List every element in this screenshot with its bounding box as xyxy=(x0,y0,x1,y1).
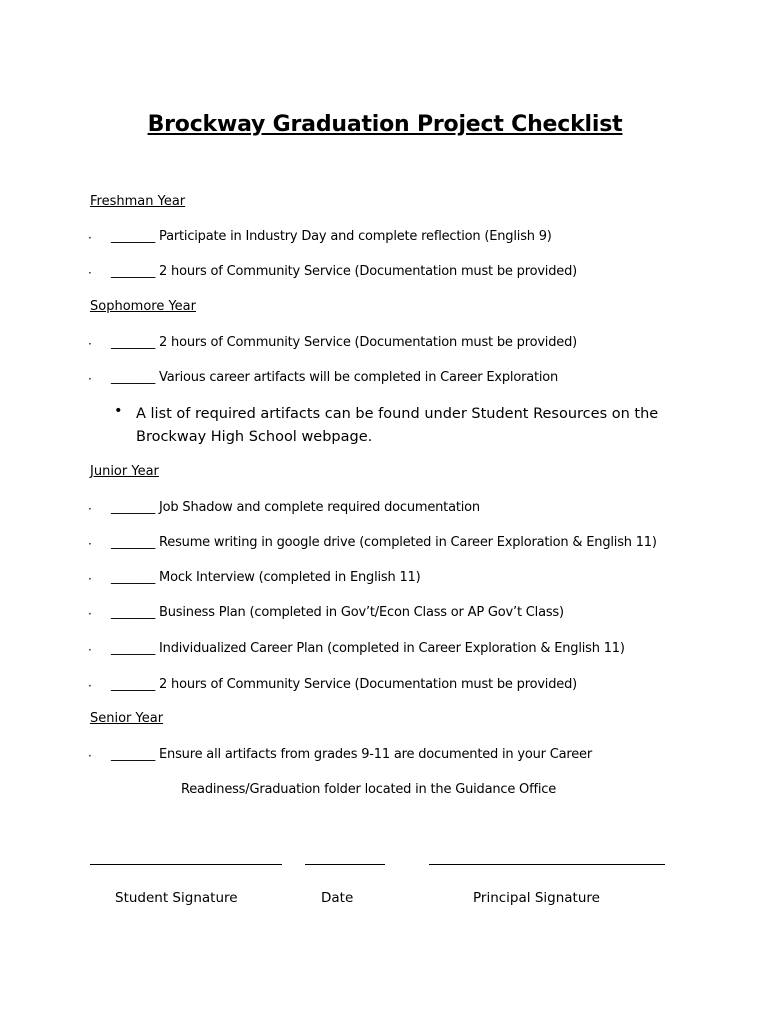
bullet: · xyxy=(88,337,92,351)
student-signature-line[interactable] xyxy=(90,864,282,865)
checkbox-blank: _______ xyxy=(111,570,156,585)
section-heading-junior: Junior Year xyxy=(90,464,159,479)
checklist-item: _______ Various career artifacts will be completed in Career Exploration xyxy=(111,370,559,385)
checklist-item: _______ Ensure all artifacts from grades 9-11 are documented in your Career xyxy=(111,747,592,762)
bullet: · xyxy=(88,607,92,621)
bullet: · xyxy=(88,749,92,763)
bullet: · xyxy=(88,679,92,693)
page-title: Brockway Graduation Project Checklist xyxy=(147,112,623,137)
checkbox-blank: _______ xyxy=(111,370,156,385)
date-line[interactable] xyxy=(305,864,385,865)
section-heading-freshman: Freshman Year xyxy=(90,194,186,209)
checkbox-blank: _______ xyxy=(111,747,156,762)
section-heading-senior: Senior Year xyxy=(90,711,164,726)
checkbox-blank: _______ xyxy=(111,641,156,656)
checklist-item: _______ Business Plan (completed in Gov’t/Econ Class or AP Gov’t Class) xyxy=(111,605,564,620)
checklist-item-continuation: Readiness/Graduation folder located in the Guidance Office xyxy=(181,782,556,797)
checkbox-blank: _______ xyxy=(111,677,156,692)
checkbox-blank: _______ xyxy=(111,335,156,350)
checklist-item: _______ Resume writing in google drive (completed in Career Exploration & English 11) xyxy=(111,535,657,550)
section-heading-sophomore: Sophomore Year xyxy=(90,299,196,314)
date-label: Date xyxy=(321,890,354,906)
note-text: A list of required artifacts can be found under Student Resources on the Brockway High School webpage. xyxy=(136,406,659,445)
bullet: · xyxy=(88,572,92,586)
bullet: · xyxy=(88,372,92,386)
checklist-item: _______ Mock Interview (completed in English 11) xyxy=(111,570,421,585)
checklist-item: _______ 2 hours of Community Service (Documentation must be provided) xyxy=(111,335,577,350)
note-bullet: • xyxy=(114,403,123,419)
bullet: · xyxy=(88,537,92,551)
checkbox-blank: _______ xyxy=(111,229,156,244)
bullet: · xyxy=(88,266,92,280)
checklist-item: _______ Participate in Industry Day and complete reflection (English 9) xyxy=(111,229,552,244)
principal-signature-label: Principal Signature xyxy=(473,890,600,906)
bullet: · xyxy=(88,502,92,516)
checkbox-blank: _______ xyxy=(111,264,156,279)
checklist-item: _______ Job Shadow and complete required documentation xyxy=(111,500,480,515)
checkbox-blank: _______ xyxy=(111,605,156,620)
student-signature-label: Student Signature xyxy=(115,890,238,906)
checkbox-blank: _______ xyxy=(111,500,156,515)
checkbox-blank: _______ xyxy=(111,535,156,550)
bullet: · xyxy=(88,231,92,245)
checklist-item: _______ Individualized Career Plan (completed in Career Exploration & English 11) xyxy=(111,641,625,656)
checklist-item: _______ 2 hours of Community Service (Documentation must be provided) xyxy=(111,264,577,279)
principal-signature-line[interactable] xyxy=(429,864,665,865)
bullet: · xyxy=(88,643,92,657)
checklist-item: _______ 2 hours of Community Service (Documentation must be provided) xyxy=(111,677,577,692)
